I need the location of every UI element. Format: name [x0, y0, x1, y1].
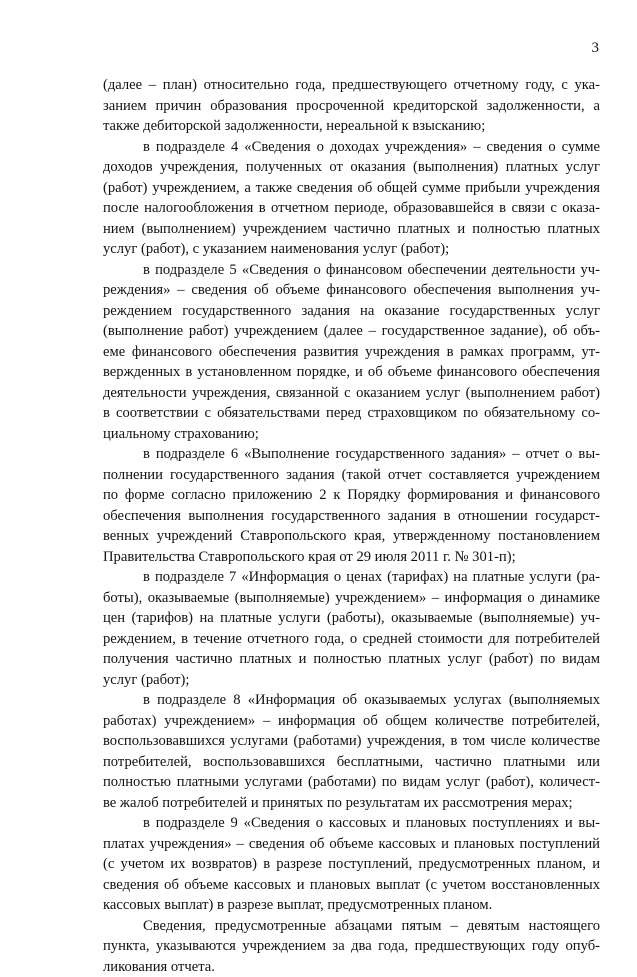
text-line: циальному страхованию; [103, 424, 600, 445]
text-line: в подразделе 8 «Информация об оказываемых услугах (выполняемых [103, 690, 600, 711]
text-line: занием причин образования просроченной кредиторской задолженности, а [103, 96, 600, 117]
text-line: в подразделе 7 «Информация о ценах (тарифах) на платные услуги (ра- [103, 567, 600, 588]
text-line: (с учетом их возвратов) в разрезе поступлений, предусмотренных планом, и [103, 854, 600, 875]
text-line: деятельности учреждения, связанной с оказанием услуг (выполнением работ) [103, 383, 600, 404]
text-line: обеспечения выполнения государственного задания в отношении государст- [103, 506, 600, 527]
text-line: ве жалоб потребителей и принятых по результатам их рассмотрения мерах; [103, 793, 600, 814]
text-line: реждения» – сведения об объеме финансового обеспечения выполнения уч- [103, 280, 600, 301]
page-number: 3 [592, 40, 600, 57]
text-line: вержденных в установленном порядке, и об объеме финансового обеспечения [103, 362, 600, 383]
text-line: услуг (работ); [103, 670, 600, 691]
text-line: в подразделе 6 «Выполнение государственного задания» – отчет о вы- [103, 444, 600, 465]
text-line: также дебиторской задолженности, нереальной к взысканию; [103, 116, 600, 137]
text-line: в подразделе 5 «Сведения о финансовом обеспечении деятельности уч- [103, 260, 600, 281]
text-line: реждением государственного задания на оказание государственных услуг [103, 301, 600, 322]
text-line: платах учреждения» – сведения об объеме кассовых и плановых поступлений [103, 834, 600, 855]
text-line: услуг (работ), с указанием наименования услуг (работ); [103, 239, 600, 260]
text-line: боты), оказываемые (выполняемые) учреждением» – информация о динамике [103, 588, 600, 609]
text-line: доходов учреждения, полученных от оказания (выполнения) платных услуг [103, 157, 600, 178]
text-line: в подразделе 9 «Сведения о кассовых и плановых поступлениях и вы- [103, 813, 600, 834]
document-body [103, 75, 600, 977]
text-line: пункта, указываются учреждением за два года, предшествующих году опуб- [103, 936, 600, 957]
paragraph [103, 137, 600, 260]
paragraph [103, 916, 600, 977]
text-line: сведения об объеме кассовых и плановых выплат (с учетом восстановленных [103, 875, 600, 896]
text-line: Правительства Ставропольского края от 29 июля 2011 г. № 301-п); [103, 547, 600, 568]
text-line: потребителей, воспользовавшихся бесплатными, частично платными или [103, 752, 600, 773]
text-line: после налогообложения в отчетном периоде, образовавшейся в связи с оказа- [103, 198, 600, 219]
text-line: полнении государственного задания (такой отчет составляется учреждением [103, 465, 600, 486]
text-line: воспользовавшихся услугами (работами) учреждения, в том числе количестве [103, 731, 600, 752]
text-line: Сведения, предусмотренные абзацами пятым – девятым настоящего [103, 916, 600, 937]
text-line: работах) учреждением» – информация об общем количестве потребителей, [103, 711, 600, 732]
text-line: (выполнение работ) учреждением (далее – государственное задание), об объ- [103, 321, 600, 342]
text-line: ликования отчета. [103, 957, 600, 977]
text-line: получения частично платных и полностью платных услуг (работ) по видам [103, 649, 600, 670]
paragraph [103, 260, 600, 445]
text-line: еме финансового обеспечения развития учреждения в рамках программ, ут- [103, 342, 600, 363]
text-line: цен (тарифов) на платные услуги (работы), оказываемые (выполняемые) уч- [103, 608, 600, 629]
text-line: кассовых выплат) в разрезе выплат, предусмотренных планом. [103, 895, 600, 916]
text-line: (работ) учреждением, а также сведения об общей сумме прибыли учреждения [103, 178, 600, 199]
paragraph [103, 690, 600, 813]
text-line: нием (выполнением) учреждением частично платных и полностью платных [103, 219, 600, 240]
text-line: (далее – план) относительно года, предшествующего отчетному году, с ука- [103, 75, 600, 96]
paragraph [103, 75, 600, 137]
text-line: в соответствии с обязательствами перед страховщиком по обязательному со- [103, 403, 600, 424]
paragraph [103, 444, 600, 567]
paragraph [103, 567, 600, 690]
text-line: венных учреждений Ставропольского края, утвержденному постановлением [103, 526, 600, 547]
text-line: полностью платными услугами (работами) по видам услуг (работ), количест- [103, 772, 600, 793]
text-line: реждением, в течение отчетного года, о средней стоимости для потребителей [103, 629, 600, 650]
text-line: по форме согласно приложению 2 к Порядку формирования и финансового [103, 485, 600, 506]
paragraph [103, 813, 600, 916]
text-line: в подразделе 4 «Сведения о доходах учреждения» – сведения о сумме [103, 137, 600, 158]
